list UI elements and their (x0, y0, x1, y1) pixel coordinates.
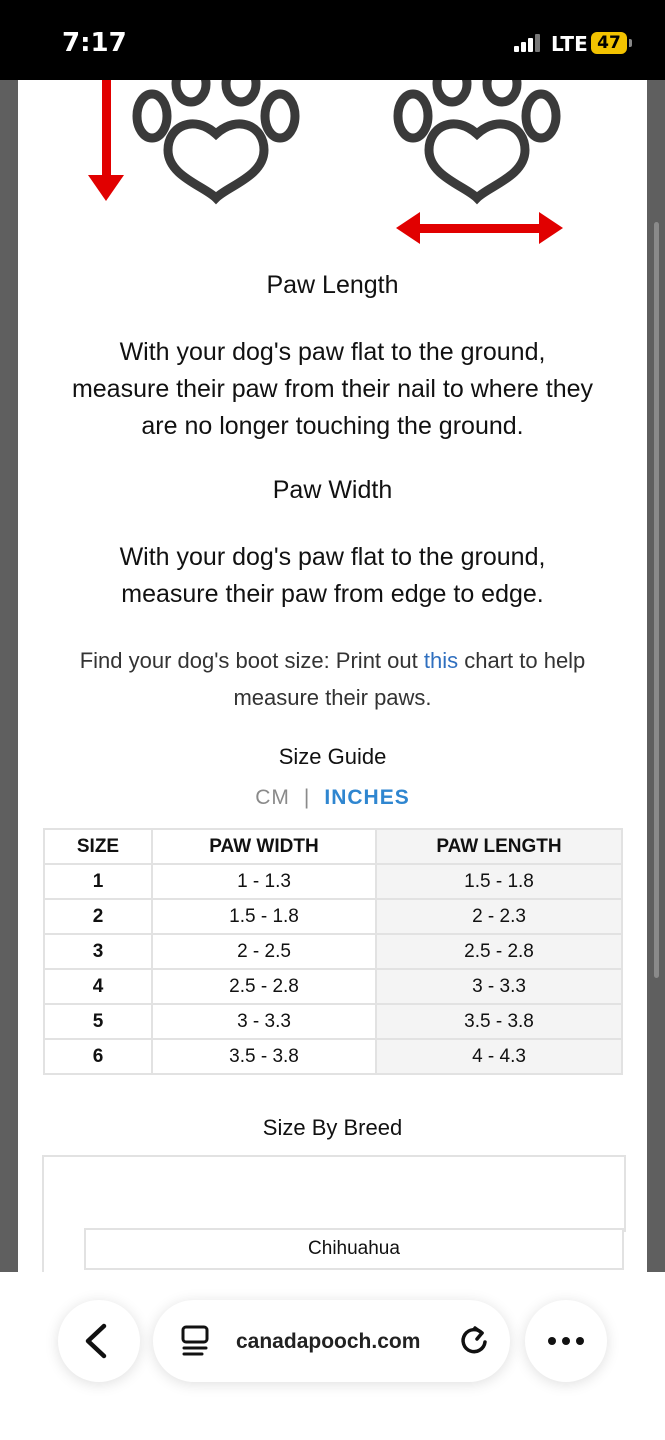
network-type: LTE (551, 32, 588, 56)
header-paw-width: PAW WIDTH (152, 829, 376, 864)
paw-width-line-2: measure their paw from edge to edge. (121, 580, 544, 608)
cell-paw-width: 1 - 1.3 (152, 864, 376, 899)
cell-paw-width: 3 - 3.3 (152, 1004, 376, 1039)
cell-paw-length: 1.5 - 1.8 (376, 864, 622, 899)
cell-paw-width: 3.5 - 3.8 (152, 1039, 376, 1074)
cell-paw-length: 2 - 2.3 (376, 899, 622, 934)
cell-size: 1 (44, 864, 152, 899)
paw-width-line-1: With your dog's paw flat to the ground, (119, 543, 546, 571)
chart-link[interactable]: this (423, 648, 459, 673)
table-row (44, 969, 622, 1004)
paw-length-arrow-icon (88, 80, 124, 201)
status-time: 7:17 (62, 28, 127, 58)
paw-length-line-1: With your dog's paw flat to the ground, (119, 338, 546, 366)
more-dots-icon (525, 1300, 607, 1382)
tab-overview-icon[interactable] (180, 1325, 210, 1357)
breed-row-chihuahua: Chihuahua (84, 1228, 624, 1270)
scrollbar[interactable] (654, 222, 659, 978)
battery-nub (629, 39, 632, 47)
chevron-left-icon (58, 1300, 140, 1382)
url-text[interactable]: canadapooch.com (236, 1330, 421, 1353)
paw-length-line-2: measure their paw from their nail to where they (71, 375, 594, 403)
page-margin-left (0, 80, 18, 1272)
size-guide-heading: Size Guide (278, 744, 387, 769)
find-size-suffix: chart to help (458, 648, 586, 673)
header-paw-length: PAW LENGTH (376, 829, 622, 864)
table-row (44, 899, 622, 934)
cell-size: 2 (44, 899, 152, 934)
cell-paw-length: 2.5 - 2.8 (376, 934, 622, 969)
unit-inches-button[interactable]: INCHES (324, 786, 410, 809)
header-size: SIZE (44, 829, 152, 864)
paw-illustration (18, 80, 647, 260)
cell-size: 4 (44, 969, 152, 1004)
paw-width-heading: Paw Width (272, 476, 393, 504)
cell-paw-width: 2 - 2.5 (152, 934, 376, 969)
breed-table-left-column (42, 1228, 86, 1272)
find-size-prefix: Find your dog's boot size: Print out (79, 648, 424, 673)
unit-toggle (18, 786, 647, 810)
table-row (44, 1039, 622, 1074)
reload-icon[interactable] (458, 1324, 490, 1356)
status-bar (0, 0, 665, 80)
signal-icon (514, 34, 544, 52)
cell-paw-length: 4 - 4.3 (376, 1039, 622, 1074)
table-header-row (44, 829, 622, 864)
cell-size: 6 (44, 1039, 152, 1074)
cell-paw-length: 3.5 - 3.8 (376, 1004, 622, 1039)
find-size-line-2: measure their paws. (233, 685, 432, 710)
cell-paw-width: 1.5 - 1.8 (152, 899, 376, 934)
unit-separator: | (303, 786, 311, 809)
page-content (18, 80, 647, 1272)
back-button[interactable] (58, 1300, 140, 1382)
unit-cm-button[interactable]: CM (255, 786, 290, 809)
table-row (44, 934, 622, 969)
table-row (44, 864, 622, 899)
paw-length-heading: Paw Length (266, 271, 399, 299)
size-guide-table (43, 828, 623, 1075)
cell-paw-length: 3 - 3.3 (376, 969, 622, 1004)
cell-paw-width: 2.5 - 2.8 (152, 969, 376, 1004)
paw-print-left-icon (137, 80, 295, 198)
paw-width-arrow-icon (396, 212, 563, 244)
browser-toolbar (0, 1272, 665, 1440)
more-button[interactable] (525, 1300, 607, 1382)
paw-print-right-icon (398, 80, 556, 198)
cell-size: 5 (44, 1004, 152, 1039)
size-by-breed-heading: Size By Breed (262, 1115, 403, 1140)
cell-size: 3 (44, 934, 152, 969)
table-row (44, 1004, 622, 1039)
paw-length-line-3: are no longer touching the ground. (141, 412, 524, 440)
breed-table-header (42, 1155, 626, 1232)
find-size-text (18, 642, 647, 679)
battery-icon: 47 (591, 32, 627, 54)
